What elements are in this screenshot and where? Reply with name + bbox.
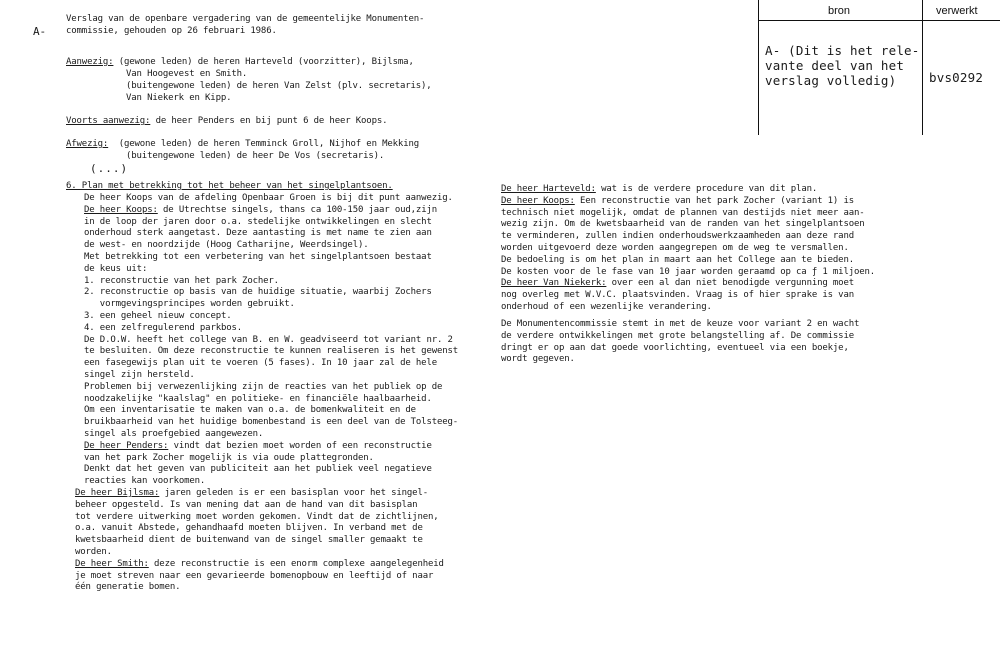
paragraph-line: reacties kan voorkomen.	[84, 476, 206, 487]
paragraph-line: beheer opgesteld. Is van mening dat aan de hand van dit basisplan	[75, 499, 418, 510]
note-line: verslag volledig)	[765, 73, 897, 88]
paragraph-line: je moet streven naar een gevarieerde bomenopbouw en leeftijd of naar	[75, 570, 434, 581]
list-item: 2. reconstructie op basis van de huidige situatie, waarbij Zochers	[84, 287, 432, 298]
paragraph-line: wezig zijn. Om de kwetsbaarheid van de randen van het singelplantsoen	[501, 219, 865, 230]
column-header-bron: bron	[828, 5, 851, 17]
speaker-koops-label: De heer Koops:	[84, 204, 158, 215]
list-item: 1. reconstructie van het park Zocher.	[84, 275, 279, 286]
report-header	[66, 14, 424, 38]
paragraph-line: technisch niet mogelijk, omdat de plannen van destijds niet meer aan-	[501, 207, 865, 218]
paragraph-line: bruikbaarheid van het huidige bomenbestand is een deel van de Tolsteeg-	[84, 417, 459, 428]
attendees-present	[66, 57, 414, 69]
conclusion	[501, 319, 859, 366]
paragraph-line: de west- en noordzijde (Hoog Catharijne, Weerdsingel).	[84, 240, 369, 251]
paragraph-line: onderhoud of een wezenlijke verandering.	[501, 301, 712, 312]
speaker-penders-label: De heer Penders:	[84, 440, 169, 451]
absent-line: (gewone leden) de heren Temminck Groll, Nijhof en Mekking	[108, 139, 419, 149]
paragraph-line: in de loop der jaren door o.a. stedelijke ontwikkelingen en slecht	[84, 216, 432, 227]
also-present	[66, 116, 387, 128]
paragraph-line: Om een inventarisatie te maken van o.a. de bomenkwaliteit en de	[84, 405, 416, 416]
paragraph-line: vindt dat bezien moet worden of een reconstructie	[168, 440, 432, 451]
speaker-bijlsma-label: De heer Bijlsma:	[75, 488, 160, 498]
paragraph-line: Een reconstructie van het park Zocher (variant 1) is	[574, 195, 854, 206]
left-column-bijlsma	[75, 488, 444, 594]
margin-mark: A-	[33, 25, 46, 38]
paragraph-line: te besluiten. Om deze reconstructie te kunnen realiseren is het gewenst	[84, 346, 459, 357]
note-line: vante deel van het	[765, 58, 905, 73]
table-divider	[758, 20, 1000, 21]
paragraph-line: over een al dan niet benodigde vergunning moet	[606, 278, 854, 289]
left-column	[84, 193, 458, 488]
paragraph-line: Met betrekking tot een verbetering van het singelplantsoen bestaat	[84, 251, 432, 262]
header-line: Verslag van de openbare vergadering van de gemeentelijke Monumenten-	[66, 14, 425, 24]
list-item: vormgevingsprincipes worden gebruikt.	[84, 299, 295, 310]
paragraph-line: tot verdere uitwerking moet worden gekomen. Vindt dat de zichtlijnen,	[75, 511, 439, 522]
paragraph-line: De heer Koops van de afdeling Openbaar Groen is bij dit punt aanwezig.	[84, 193, 453, 203]
item-6-title	[66, 181, 393, 193]
present-label: Aanwezig:	[66, 57, 114, 67]
paragraph-line: nog overleg met W.V.C. plaatsvinden. Vraag is of hier sprake is van	[501, 290, 854, 301]
paragraph-line: deze reconstructie is een enorm complexe aangelegenheid	[148, 558, 444, 569]
paragraph-line: noodzakelijke "kaalslag" en politieke- en financiële haalbaarheid.	[84, 393, 432, 404]
paragraph-line: De D.O.W. heeft het college van B. en W. geadviseerd tot variant nr. 2	[84, 334, 453, 345]
paragraph-line: De Monumentencommissie stemt in met de keuze voor variant 2 en wacht	[501, 319, 860, 329]
paragraph-line: worden.	[75, 546, 112, 557]
attendees-present-cont	[126, 69, 432, 104]
present-line: (buitengewone leden) de heren Van Zelst (plv. secretaris),	[126, 80, 432, 91]
paragraph-line: een fasegewijs plan uit te voeren (5 fases). In 10 jaar zal de hele	[84, 358, 437, 369]
column-header-verwerkt: verwerkt	[936, 5, 978, 17]
paragraph-line: dringt er op aan dat goede voorlichting, eventueel via een boekje,	[501, 342, 849, 353]
source-note	[765, 43, 920, 88]
reference-code: bvs0292	[929, 70, 984, 85]
paragraph-line: o.a. vanuit Abstede, gehandhaafd moeten blijven. In verband met de	[75, 523, 423, 534]
note-line: A- (Dit is het rele-	[765, 43, 920, 58]
paragraph-line: wat is de verdere procedure van dit plan.	[595, 184, 818, 194]
also-present-label: Voorts aanwezig:	[66, 116, 151, 126]
paragraph-line: kwetsbaarheid dient de buitenwand van de singel smaller gemaakt te	[75, 535, 423, 546]
paragraph-line: worden uitgevoerd deze worden aangegrepen om de weg te versmallen.	[501, 242, 849, 253]
paragraph-line: de verdere ontwikkelingen met grote belangstelling af. De commissie	[501, 330, 854, 341]
right-column	[501, 184, 875, 314]
also-present-text: de heer Penders en bij punt 6 de heer Koops.	[150, 116, 388, 126]
list-item: 3. een geheel nieuw concept.	[84, 310, 232, 321]
present-line: (gewone leden) de heren Harteveld (voorzitter), Bijlsma,	[113, 57, 414, 67]
absent-label: Afwezig:	[66, 139, 109, 149]
paragraph-line: Denkt dat het geven van publiciteit aan het publiek veel negatieve	[84, 464, 432, 475]
list-item: 4. een zelfregulerend parkbos.	[84, 322, 243, 333]
paragraph-line: van het park Zocher mogelijk is via oude plattegronden.	[84, 452, 374, 463]
present-line: Van Niekerk en Kipp.	[126, 92, 232, 103]
present-line: Van Hoogevest en Smith.	[126, 69, 248, 79]
paragraph-line: Problemen bij verwezenlijking zijn de reacties van het publiek op de	[84, 381, 443, 392]
header-line: commissie, gehouden op 26 februari 1986.	[66, 25, 277, 36]
paragraph-line: één generatie bomen.	[75, 582, 181, 593]
absent-line: (buitengewone leden) de heer De Vos (secretaris).	[126, 151, 385, 161]
paragraph-line: de keus uit:	[84, 263, 148, 274]
paragraph-line: singel zijn hersteld.	[84, 369, 195, 380]
speaker-niekerk-label: De heer Van Niekerk:	[501, 278, 607, 289]
paragraph-line: de Utrechtse singels, thans ca 100-150 jaar oud,zijn	[157, 204, 437, 215]
paragraph-line: onderhoud sterk aangetast. Deze aantasting is met name te zien aan	[84, 228, 432, 239]
paragraph-line: De bedoeling is om het plan in maart aan het College aan te bieden.	[501, 254, 854, 265]
paragraph-line: jaren geleden is er een basisplan voor het singel-	[159, 488, 428, 498]
absentees	[66, 139, 419, 151]
speaker-harteveld-label: De heer Harteveld:	[501, 184, 596, 194]
paragraph-line: De kosten voor de le fase van 10 jaar worden geraamd op ca ƒ 1 miljoen.	[501, 266, 876, 277]
item-6-title-text: 6. Plan met betrekking tot het beheer van het singelplantsoen.	[66, 181, 393, 191]
speaker-smith-label: De heer Smith:	[75, 558, 149, 569]
paragraph-line: wordt gegeven.	[501, 354, 575, 365]
omission-mark: (...)	[90, 162, 129, 175]
paragraph-line: singel als proefgebied aangewezen.	[84, 428, 264, 439]
paragraph-line: te verminderen, zullen indien onderhoudswerkzaamheden aan deze rand	[501, 231, 854, 242]
speaker-koops-label: De heer Koops:	[501, 195, 575, 206]
